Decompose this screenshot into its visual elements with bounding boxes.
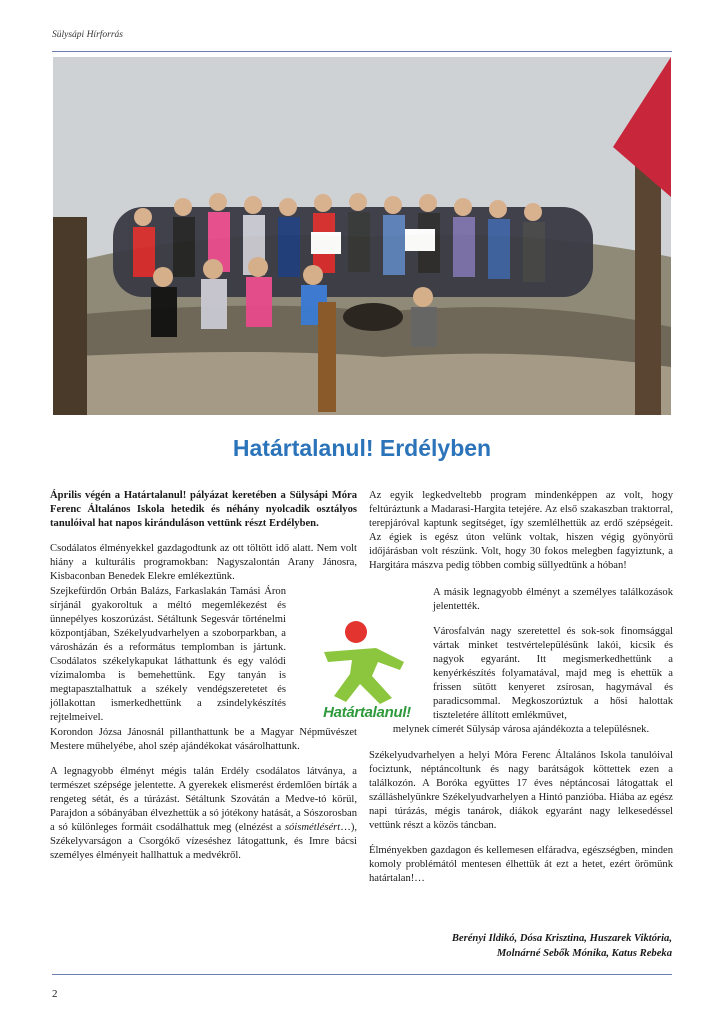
group-photo [53,57,671,415]
paragraph [369,723,673,737]
header-divider [52,51,672,52]
paragraph-text: Szejkefürdőn Orbán Balázs, Farkaslakán Tamási Áron sírjánál gyakoroltuk a méltó megemlékezést és ünnepélyes koszorúzást. Sétáltunk Segesvár történelmi központjában, Székelyudvarhelyen a szoborparkban, a városházán és a református templomban is jártunk. Csodálatos székelykapukat láthattunk és egy valódi vízimalomba is bemehettünk. Egy tanyán is megtapasztalhattuk a székely vendégszeretetet és jóllakottan ismerkedhettünk a zsindelykészítés rejtelmeivel. [50,585,286,724]
lead-paragraph: Április végén a Határtalanul! pályázat keretében a Sülysápi Móra Ferenc Általános Iskola hetedik és néhány nyolcadik osztályos tanulóival hat napos kiránduláson vettünk részt Erdélyben. [50,490,357,530]
article-title: Határtalanul! Erdélyben [232,435,492,461]
paragraph [50,542,357,584]
publication-header: Sülysápi Hírforrás [52,30,123,40]
paragraph-text: A legnagyobb élményt mégis talán Erdély csodálatos látványa, a természet szépsége jelentette. A gyerekek elismerést érdemlően bírták a rengeteg sétát, és a túrázást. Sétáltunk Szovátán a Medve-tó körül, Parajdon a sóbányában élvezhettük a só jótékony hatását, a Sószorosban a só különleges formáit csodálhattuk meg (elnézést a [50,765,357,834]
author-signature [272,931,672,961]
logo-text: Határtalanul! [323,704,411,721]
paragraph-indented [433,625,673,724]
paragraph: Az egyik legkedveltebb program mindenképpen az volt, hogy feltúráztunk a Madarasi-Hargita tetejére. Az első szakaszban traktorral, terepjáróval kaptunk segítséget, így szemlélhettük az erdő szépségeit. Az égiek is egész úton velünk voltak, hiszen végig gyönyörű időjárásban volt részünk. Volt, hogy 30 fokos melegben fagyiztunk, a Hargitára mászva pedig többen combig süllyedtünk a hóban! [369,490,673,572]
page-number: 2 [52,988,58,1000]
paragraph-wrapped [50,585,286,726]
paragraph: Székelyudvarhelyen a helyi Móra Ferenc Általános Iskola tanulóival fociztunk, néptáncoltunk és nagy barátságok köttettek ezen a találkozón. A Boróka együttes 17 éves néptáncosai látogattak el szálláshelyünkre Székelyudvarhelyen a Hintó panzióba. Hiába az egész napi túrázás, mégis tanárok, diákok egyaránt nagy lelkesedéssel vettünk részt a közös táncban. [369,749,673,831]
paragraph-text: Városfalván nagy szeretettel és sok-sok finomsággal vártak minket testvértelepülésünk lakói, kicsik és nagyok egyaránt. Itt megismerkedhettünk a kenyérkészítés folyamatával, majd meg is ehettük a frissen sütött kenyeret zsírosan, hagymával és paradicsommal. Megkoszorúztuk a hősi halottak tiszteletére állított emlékművet, [433,625,673,722]
paragraph-text: …), Székelyvarságon a Csorgókő vízeséshez látogattunk, és Imre bácsi személyes élményeit hallhattuk a medvékről. [50,822,357,862]
paragraph-text: Korondon Józsa Jánosnál pillanthattunk be a Magyar Népművészet Mestere műhelyébe, ahol szép ajándékokat vásárolhattunk. [50,726,357,752]
paragraph-text: melynek címerét Sülysáp városa ajándékozta a településnek. [392,724,650,736]
paragraph-text: Csodálatos élményekkel gazdagodtunk az ott töltött idő alatt. Nem volt hiány a kulturális programokban: Nagyszalontán Arany Jánosra, Kisbaconban Benedek Elekre emlékeztünk. [50,543,357,583]
italic-word: sóismétlésért [284,822,341,834]
paragraph-indented: A másik legnagyobb élményt a személyes találkozások jelentették. [433,586,673,612]
footer-divider [52,974,672,975]
signature-line: Berényi Ildikó, Dósa Krisztina, Huszarek Viktória, [451,933,672,944]
signature-line: Molnárné Sebők Mónika, Katus Rebeka [496,948,672,959]
paragraph [50,765,357,864]
right-column [369,489,673,897]
paragraph: Élményekben gazdagon és kellemesen elfáradva, egészségben, minden komoly problémától mentesen élhettük át ezt a hetet, ezért örömünk határtalan!… [369,845,673,885]
